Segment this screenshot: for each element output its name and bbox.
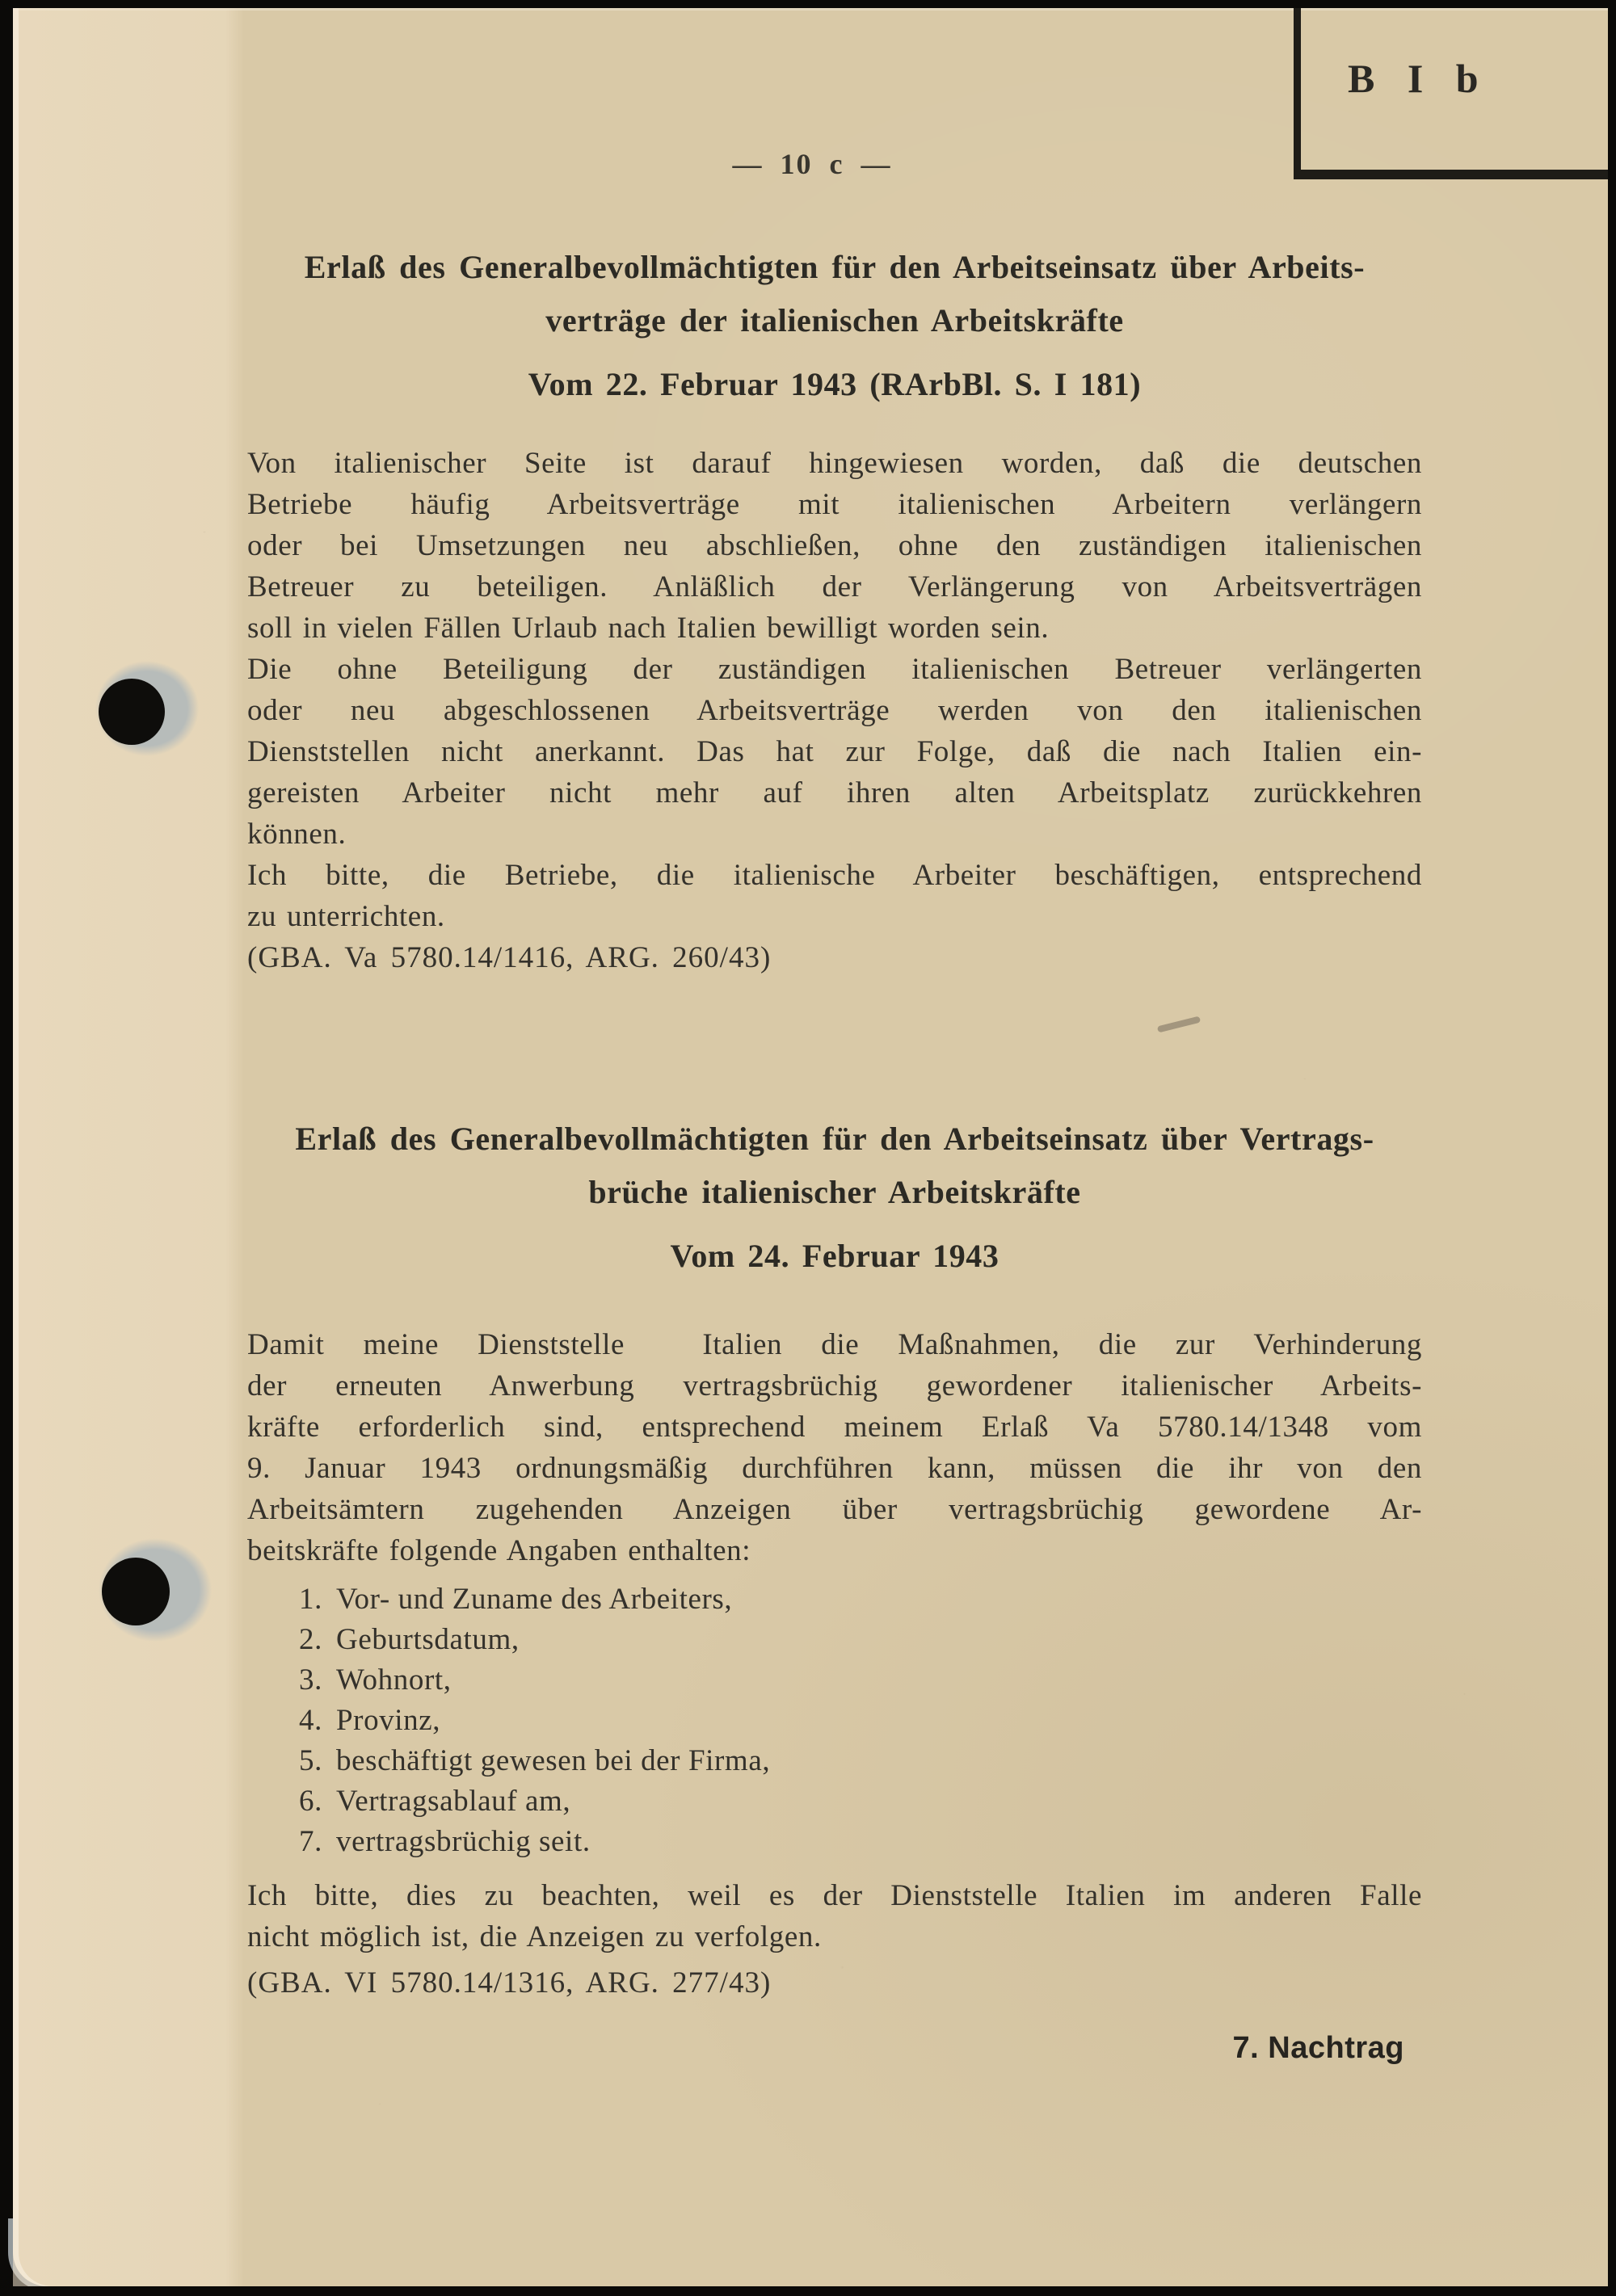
- list-item-text: Provinz,: [336, 1704, 441, 1737]
- list-item: [299, 1781, 1422, 1822]
- list-item-number: 5.: [299, 1744, 322, 1777]
- list-item: [299, 1701, 1422, 1741]
- scan-edge-bottom: [0, 2286, 1616, 2296]
- list-item: [299, 1660, 1422, 1701]
- list-item: [299, 1620, 1422, 1660]
- supplement-label: 7. Nachtrag: [1232, 2031, 1404, 2065]
- body-line: 9. Januar 1943 ordnungsmäßig durchführen kann, müssen die ihr von den: [247, 1452, 1422, 1485]
- decree-1-title: [247, 241, 1422, 347]
- paper-page: [13, 8, 1608, 2286]
- list-item-text: Wohnort,: [336, 1663, 452, 1697]
- decree-2-paragraph-1: [247, 1324, 1422, 1571]
- required-details-list: [247, 1579, 1422, 1862]
- body-line: Dienststellen nicht anerkannt. Das hat zur Folge, daß die nach Italien ein-: [247, 735, 1422, 768]
- body-line: Ich bitte, die Betriebe, die italienische Arbeiter beschäftigen, entsprechend: [247, 859, 1422, 892]
- body-line: Betriebe häufig Arbeitsverträge mit italienischen Arbeitern verlängern: [247, 488, 1422, 521]
- decree-1-reference: (GBA. Va 5780.14/1416, ARG. 260/43): [247, 941, 772, 974]
- body-line: oder neu abgeschlossenen Arbeitsverträge werden von den italienischen: [247, 694, 1422, 727]
- list-item-text: vertragsbrüchig seit.: [336, 1825, 591, 1858]
- decree-1-title-line: verträge der italienischen Arbeitskräfte: [545, 302, 1124, 339]
- list-item-text: Vor- und Zuname des Arbeiters,: [336, 1583, 733, 1616]
- hole-punch-hole: [99, 679, 165, 745]
- hole-punch-hole: [102, 1558, 170, 1625]
- list-item-number: 6.: [299, 1785, 322, 1818]
- body-line: gereisten Arbeiter nicht mehr auf ihren alten Arbeitsplatz zurückkehren: [247, 776, 1422, 809]
- list-item-number: 3.: [299, 1663, 322, 1697]
- decree-2-title-line: Erlaß des Generalbevollmächtigten für den Arbeitseinsatz über Vertrags-: [295, 1121, 1374, 1157]
- body-line: der erneuten Anwerbung vertragsbrüchig gewordener italienischer Arbeits-: [247, 1369, 1422, 1402]
- decree-1-paragraph-1: [247, 443, 1422, 649]
- list-item-text: Geburtsdatum,: [336, 1623, 520, 1656]
- list-item-text: beschäftigt gewesen bei der Firma,: [336, 1744, 771, 1777]
- list-item-number: 4.: [299, 1704, 322, 1737]
- list-item: [299, 1579, 1422, 1620]
- body-line: soll in vielen Fällen Urlaub nach Italien bewilligt worden sein.: [247, 612, 1050, 645]
- body-line: zu unterrichten.: [247, 900, 445, 933]
- list-item-text: Vertragsablauf am,: [336, 1785, 571, 1818]
- body-line: beitskräfte folgende Angaben enthalten:: [247, 1534, 751, 1567]
- list-item-number: 2.: [299, 1623, 322, 1656]
- list-item-number: 7.: [299, 1825, 322, 1858]
- list-item: [299, 1741, 1422, 1781]
- page-content: [13, 8, 1608, 2286]
- body-line: Arbeitsämtern zugehenden Anzeigen über vertragsbrüchig gewordene Ar-: [247, 1493, 1422, 1526]
- body-line: kräfte erforderlich sind, entsprechend meinem Erlaß Va 5780.14/1348 vom: [247, 1411, 1422, 1444]
- decree-1-date: Vom 22. Februar 1943 (RArbBl. S. I 181): [528, 366, 1142, 402]
- corner-classification-label: B I b: [1348, 56, 1483, 101]
- page-number: — 10 c —: [732, 148, 892, 180]
- body-line: Von italienischer Seite ist darauf hingewiesen worden, daß die deutschen: [247, 447, 1422, 480]
- body-line: nicht möglich ist, die Anzeigen zu verfolgen.: [247, 1920, 822, 1953]
- decree-2-title-line: brüche italienischer Arbeitskräfte: [588, 1174, 1081, 1210]
- body-line: Die ohne Beteiligung der zuständigen italienischen Betreuer verlängerten: [247, 653, 1422, 686]
- decree-1-paragraph-2: [247, 649, 1422, 855]
- body-line: oder bei Umsetzungen neu abschließen, ohne den zuständigen italienischen: [247, 529, 1422, 562]
- list-item: [299, 1822, 1422, 1862]
- decree-2-reference: (GBA. VI 5780.14/1316, ARG. 277/43): [247, 1966, 772, 2000]
- body-line: Betreuer zu beteiligen. Anläßlich der Verlängerung von Arbeitsverträgen: [247, 570, 1422, 603]
- body-line: Ich bitte, dies zu beachten, weil es der Dienststelle Italien im anderen Falle: [247, 1879, 1422, 1912]
- list-item-number: 1.: [299, 1583, 322, 1616]
- decree-1-title-line: Erlaß des Generalbevollmächtigten für den Arbeitseinsatz über Arbeits-: [304, 249, 1366, 285]
- body-line: Damit meine Dienststelle Italien die Maßnahmen, die zur Verhinderung: [247, 1328, 1422, 1361]
- decree-2-date: Vom 24. Februar 1943: [670, 1238, 999, 1274]
- decree-2-title: [247, 1112, 1422, 1219]
- decree-1-paragraph-3: [247, 855, 1422, 937]
- decree-2-closing-paragraph: [247, 1875, 1422, 1957]
- body-line: können.: [247, 818, 347, 851]
